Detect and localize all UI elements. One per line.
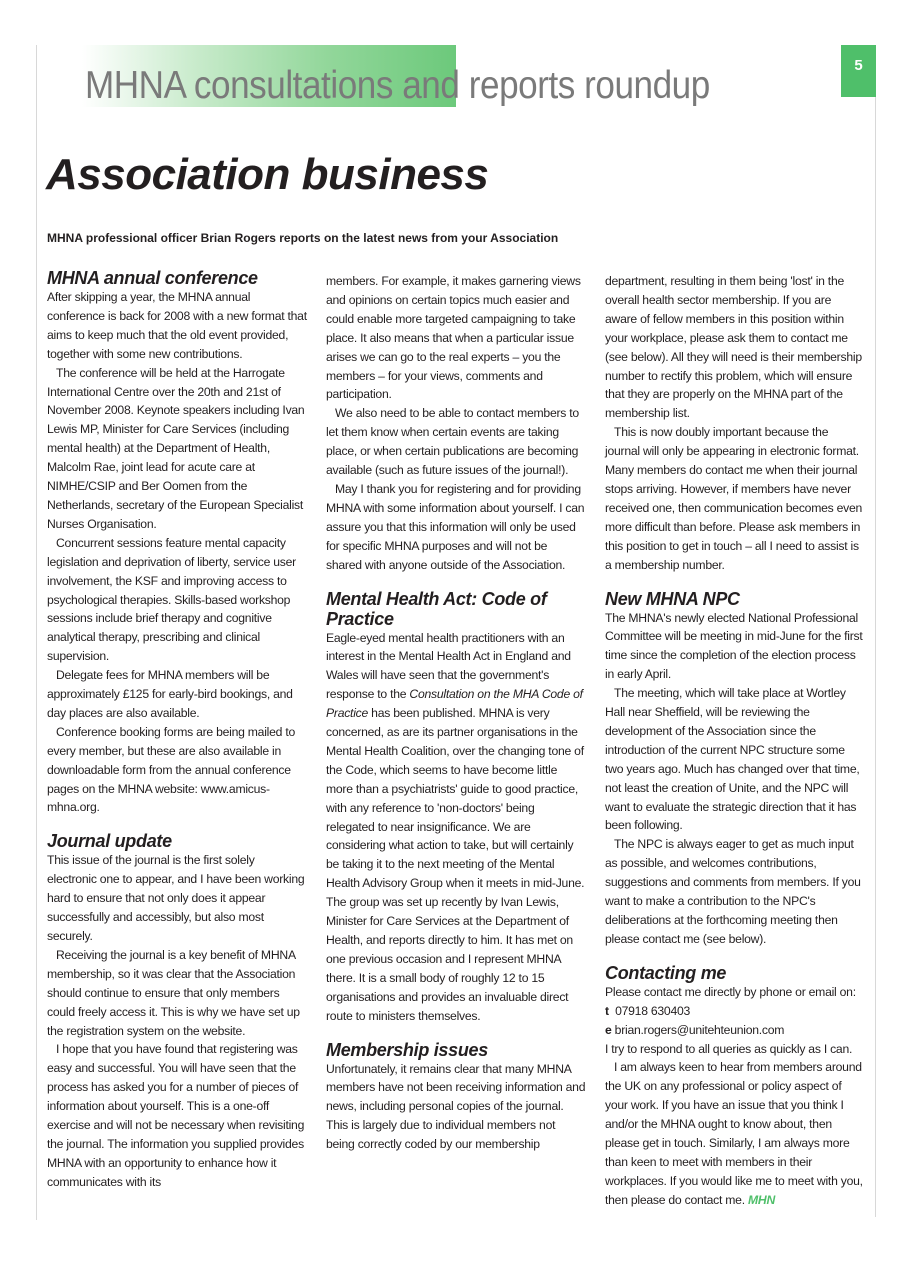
paragraph: Eagle-eyed mental health practitioners with an interest in the Mental Health Act in England and Wales will have seen that the government's response to the Consultation on the MHA Code of Practice has been published. MHNA is very concerned, as are its partner organisations in the Mental Health Coalition, over the changing tone of the Code, which seems to have become little more than a psychiatrists' guide to good practice, with any reference to 'non-doctors' being relegated to near insignificance. We are considering what action to take, but will certainly be taking it to the next meeting of the Mental Health Advisory Group when it meets in mid-June. The group was set up recently by Ivan Lewis, Minister for Care Services at the Department of Health, and reports directly to him. It has met on one previous occasion and I represent MHNA there. It is a small body of roughly 12 to 15 organisations and provides an invaluable direct route to ministers themselves. [326,630,585,1023]
heading-mha-code: Mental Health Act: Code of Practice [326,588,547,629]
paragraph: This is now doubly important because the journal will only be appearing in electronic format. Many members do contact me when their journal stops arriving. However, if members have never received one, then communication becomes even more difficult than before. Please ask members in this position to get in touch – all I need to assist is a membership number. [605,425,863,572]
page-rule-right [875,97,876,1217]
paragraph: I am always keen to hear from members around the UK on any professional or policy aspect of your work. If you have an issue that you think I and/or the MHNA ought to know about, then please get in touch. Similarly, I am always more than keen to meet with members in their workplaces. If you would like me to meet with you, then please do contact me. MHN [605,1060,863,1207]
heading-contacting-me: Contacting me [605,962,727,983]
heading-annual-conference: MHNA annual conference [47,268,258,288]
paragraph: Conference booking forms are being mailed to every member, but these are also available in downloadable form from the annual conference pages on the MHNA website: www.amicus-mhna.org. [47,724,295,815]
heading-journal-update: Journal update [47,831,172,852]
paragraph: Unfortunately, it remains clear that many MHNA members have not been receiving information and news, including personal copies of the journal. This is largely due to individual members not being correctly coded by our membership [326,1061,586,1152]
paragraph: Receiving the journal is a key benefit of MHNA membership, so it was clear that the Association should continue to ensure that only members could freely access it. This is why we have set up the registration system on the website. [47,947,300,1038]
paragraph: I hope that you have found that registering was easy and successful. You will have seen that the process has asked you for a number of pieces of information about yourself. This is a one-off exercise and will not be necessary when revisiting the journal. The information you supplied provides MHNA with an opportunity to enhance how it communicates with its [47,1042,305,1189]
end-mark: MHN [748,1192,776,1207]
paragraph: The meeting, which will take place at Wortley Hall near Sheffield, will be reviewing the development of the Association since the introduction of the current NPC structure some two years ago. Much has changed over that time, not least the creation of Unite, and the NPC will want to evaluate the strategic direction that it has been following. [605,686,860,833]
paragraph-continued: department, resulting in them being 'lost' in the overall health sector membership. If you are aware of fellow members in this position within your workplace, please ask them to contact me (see below). All they will need is their membership number to rectify this problem, which will ensure that they are properly on the MHNA part of the membership list. [605,274,862,421]
contact-phone: t 07918 630403 [605,1003,691,1018]
paragraph: Delegate fees for MHNA members will be approximately £125 for early-bird bookings, and day places are also available. [47,668,293,720]
contact-intro: Please contact me directly by phone or email on: [605,984,856,999]
paragraph: Concurrent sessions feature mental capacity legislation and deprivation of liberty, service user involvement, the KSF and improving access to psychological therapies. Skills-based workshop sessions include brief therapy and cognitive analytical therapy, prescribing and clinical supervision. [47,535,296,664]
column-2 [326,272,586,1154]
paragraph-continued: members. For example, it makes garnering views and opinions on certain topics much easier and could enable more targeted campaigning to take place. It also means that when a particular issue arises we can go to the real experts – you the members – for your views, comments and participation. [326,274,581,402]
paragraph: This issue of the journal is the first solely electronic one to appear, and I have been working hard to ensure that not only does it appear successfully and accessibly, but also most securely. [47,853,305,943]
email-link[interactable]: brian.rogers@unitehteunion.com [614,1022,785,1037]
page-number: 5 [841,45,876,97]
page-rule-left [36,45,37,1220]
paragraph: May I thank you for registering and for providing MHNA with some information about yourself. I can assure you that this information will only be used for specific MHNA purposes and will not be shared with anyone outside of the Association. [326,481,585,572]
paragraph: The conference will be held at the Harrogate International Centre over the 20th and 21st of November 2008. Keynote speakers including Ivan Lewis MP, Minister for Care Services (including mental health) at the Department of Health, Malcolm Rae, joint lead for acute care at NIMHE/CSIP and Ber Oomen from the Netherlands, secretary of the European Specialist Nurses Organisation. [47,365,305,531]
paragraph: We also need to be able to contact members to let them know when certain events are taking place, or when certain publications are becoming available (such as future issues of the journal!). [326,406,579,478]
standfirst: MHNA professional officer Brian Rogers reports on the latest news from your Association [47,231,559,245]
page-title: Association business [46,150,489,199]
paragraph: I try to respond to all queries as quickly as I can. [605,1041,853,1056]
section-title: MHNA consultations and reports roundup [85,64,710,107]
document-title: Consultation on the MHA Code of Practice [326,687,583,721]
column-3 [605,272,865,1210]
heading-new-npc: New MHNA NPC [605,588,740,609]
phone-number[interactable]: 07918 630403 [615,1003,691,1018]
paragraph: The NPC is always eager to get as much input as possible, and welcomes contributions, suggestions and comments from members. If you want to make a contribution to the NPC's deliberations at the forthcoming meeting then please contact me (see below). [605,837,861,946]
column-1 [47,268,307,1192]
contact-email: e brian.rogers@unitehteunion.com [605,1022,785,1037]
paragraph: After skipping a year, the MHNA annual conference is back for 2008 with a new format that aims to keep much that the old event provided, together with some new contributions. [47,290,307,361]
heading-membership-issues: Membership issues [326,1039,488,1060]
paragraph: The MHNA's newly elected National Professional Committee will be meeting in mid-June for the first time since the completion of the election process in early April. [605,610,863,682]
